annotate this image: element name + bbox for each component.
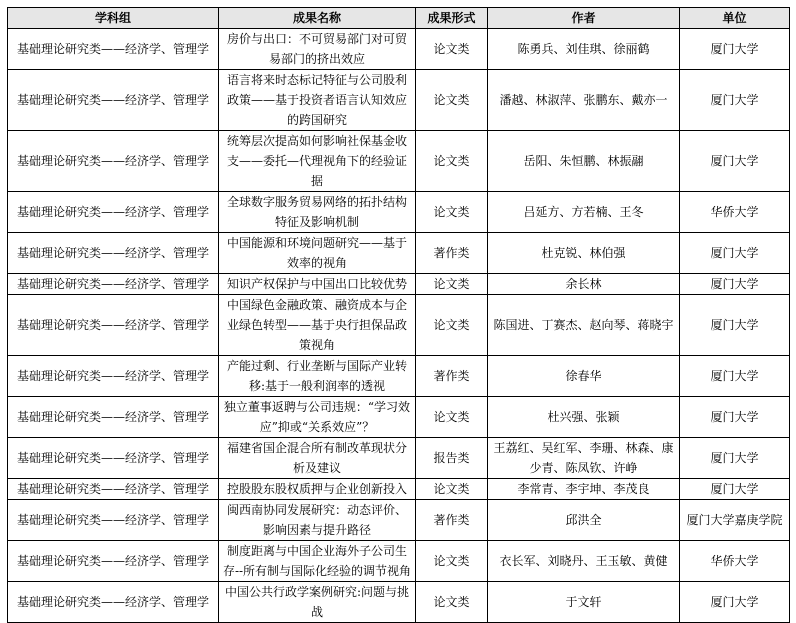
table-row: [8, 192, 790, 233]
cell-unit: 厦门大学: [680, 70, 790, 131]
cell-authors: 余长林: [488, 274, 680, 295]
cell-form: 论文类: [416, 541, 488, 582]
cell-form: 著作类: [416, 356, 488, 397]
table-body: [8, 29, 790, 623]
cell-form: 论文类: [416, 70, 488, 131]
table-row: [8, 70, 790, 131]
cell-group: 基础理论研究类——经济学、管理学: [8, 274, 219, 295]
cell-unit: 厦门大学: [680, 274, 790, 295]
cell-form: 著作类: [416, 233, 488, 274]
cell-group: 基础理论研究类——经济学、管理学: [8, 356, 219, 397]
cell-title: 统筹层次提高如何影响社保基金收支——委托—代理视角下的经验证据: [219, 131, 416, 192]
cell-group: 基础理论研究类——经济学、管理学: [8, 500, 219, 541]
table-row: [8, 233, 790, 274]
cell-title: 房价与出口：不可贸易部门对可贸易部门的挤出效应: [219, 29, 416, 70]
cell-unit: 厦门大学: [680, 233, 790, 274]
cell-group: 基础理论研究类——经济学、管理学: [8, 295, 219, 356]
table-row: [8, 274, 790, 295]
cell-authors: 邱洪全: [488, 500, 680, 541]
header-form: 成果形式: [416, 8, 488, 29]
cell-title: 中国能源和环境问题研究——基于效率的视角: [219, 233, 416, 274]
header-unit: 单位: [680, 8, 790, 29]
cell-group: 基础理论研究类——经济学、管理学: [8, 479, 219, 500]
cell-group: 基础理论研究类——经济学、管理学: [8, 70, 219, 131]
cell-group: 基础理论研究类——经济学、管理学: [8, 438, 219, 479]
table-row: [8, 582, 790, 623]
cell-form: 论文类: [416, 192, 488, 233]
cell-form: 论文类: [416, 479, 488, 500]
cell-title: 福建省国企混合所有制改革现状分析及建议: [219, 438, 416, 479]
header-row: [8, 8, 790, 29]
cell-authors: 吕延方、方若楠、王冬: [488, 192, 680, 233]
cell-authors: 王荔红、吴红军、李珊、林森、康少青、陈凤钦、许峥: [488, 438, 680, 479]
table-row: [8, 295, 790, 356]
cell-title: 知识产权保护与中国出口比较优势: [219, 274, 416, 295]
cell-unit: 厦门大学: [680, 582, 790, 623]
cell-title: 闽西南协同发展研究：动态评价、影响因素与提升路径: [219, 500, 416, 541]
cell-group: 基础理论研究类——经济学、管理学: [8, 582, 219, 623]
table-row: [8, 438, 790, 479]
cell-authors: 杜克锐、林伯强: [488, 233, 680, 274]
cell-form: 论文类: [416, 582, 488, 623]
cell-authors: 于文轩: [488, 582, 680, 623]
cell-authors: 陈勇兵、刘佳琪、徐丽鹤: [488, 29, 680, 70]
header-title: 成果名称: [219, 8, 416, 29]
header-authors: 作者: [488, 8, 680, 29]
cell-authors: 衣长军、刘晓丹、王玉敏、黄健: [488, 541, 680, 582]
cell-group: 基础理论研究类——经济学、管理学: [8, 192, 219, 233]
cell-title: 独立董事返聘与公司违规：“学习效应”抑或“关系效应”？: [219, 397, 416, 438]
table-row: [8, 479, 790, 500]
cell-unit: 厦门大学: [680, 438, 790, 479]
cell-authors: 陈国进、丁赛杰、赵向琴、蒋晓宇: [488, 295, 680, 356]
results-table: [7, 7, 790, 623]
cell-group: 基础理论研究类——经济学、管理学: [8, 233, 219, 274]
table-row: [8, 356, 790, 397]
cell-form: 论文类: [416, 295, 488, 356]
cell-unit: 厦门大学: [680, 356, 790, 397]
cell-form: 著作类: [416, 500, 488, 541]
cell-authors: 岳阳、朱恒鹏、林振翮: [488, 131, 680, 192]
cell-unit: 厦门大学: [680, 479, 790, 500]
cell-unit: 华侨大学: [680, 541, 790, 582]
cell-form: 报告类: [416, 438, 488, 479]
cell-unit: 厦门大学: [680, 295, 790, 356]
cell-title: 全球数字服务贸易网络的拓扑结构特征及影响机制: [219, 192, 416, 233]
cell-title: 语言将来时态标记特征与公司股利政策——基于投资者语言认知效应的跨国研究: [219, 70, 416, 131]
cell-authors: 李常青、李宇坤、李茂良: [488, 479, 680, 500]
cell-unit: 厦门大学: [680, 131, 790, 192]
table-row: [8, 397, 790, 438]
cell-form: 论文类: [416, 131, 488, 192]
cell-title: 中国公共行政学案例研究:问题与挑战: [219, 582, 416, 623]
cell-title: 制度距离与中国企业海外子公司生存--所有制与国际化经验的调节视角: [219, 541, 416, 582]
cell-group: 基础理论研究类——经济学、管理学: [8, 131, 219, 192]
table-row: [8, 541, 790, 582]
cell-form: 论文类: [416, 397, 488, 438]
cell-form: 论文类: [416, 29, 488, 70]
table-row: [8, 29, 790, 70]
cell-title: 控股股东股权质押与企业创新投入: [219, 479, 416, 500]
cell-unit: 华侨大学: [680, 192, 790, 233]
cell-unit: 厦门大学: [680, 397, 790, 438]
cell-group: 基础理论研究类——经济学、管理学: [8, 29, 219, 70]
cell-form: 论文类: [416, 274, 488, 295]
cell-title: 产能过剩、行业垄断与国际产业转移:基于一般利润率的透视: [219, 356, 416, 397]
table-row: [8, 131, 790, 192]
cell-authors: 杜兴强、张颖: [488, 397, 680, 438]
table-row: [8, 500, 790, 541]
header-group: 学科组: [8, 8, 219, 29]
cell-unit: 厦门大学嘉庚学院: [680, 500, 790, 541]
cell-group: 基础理论研究类——经济学、管理学: [8, 541, 219, 582]
cell-authors: 徐春华: [488, 356, 680, 397]
cell-unit: 厦门大学: [680, 29, 790, 70]
cell-title: 中国绿色金融政策、融资成本与企业绿色转型——基于央行担保品政策视角: [219, 295, 416, 356]
cell-group: 基础理论研究类——经济学、管理学: [8, 397, 219, 438]
cell-authors: 潘越、林淑萍、张鹏东、戴亦一: [488, 70, 680, 131]
